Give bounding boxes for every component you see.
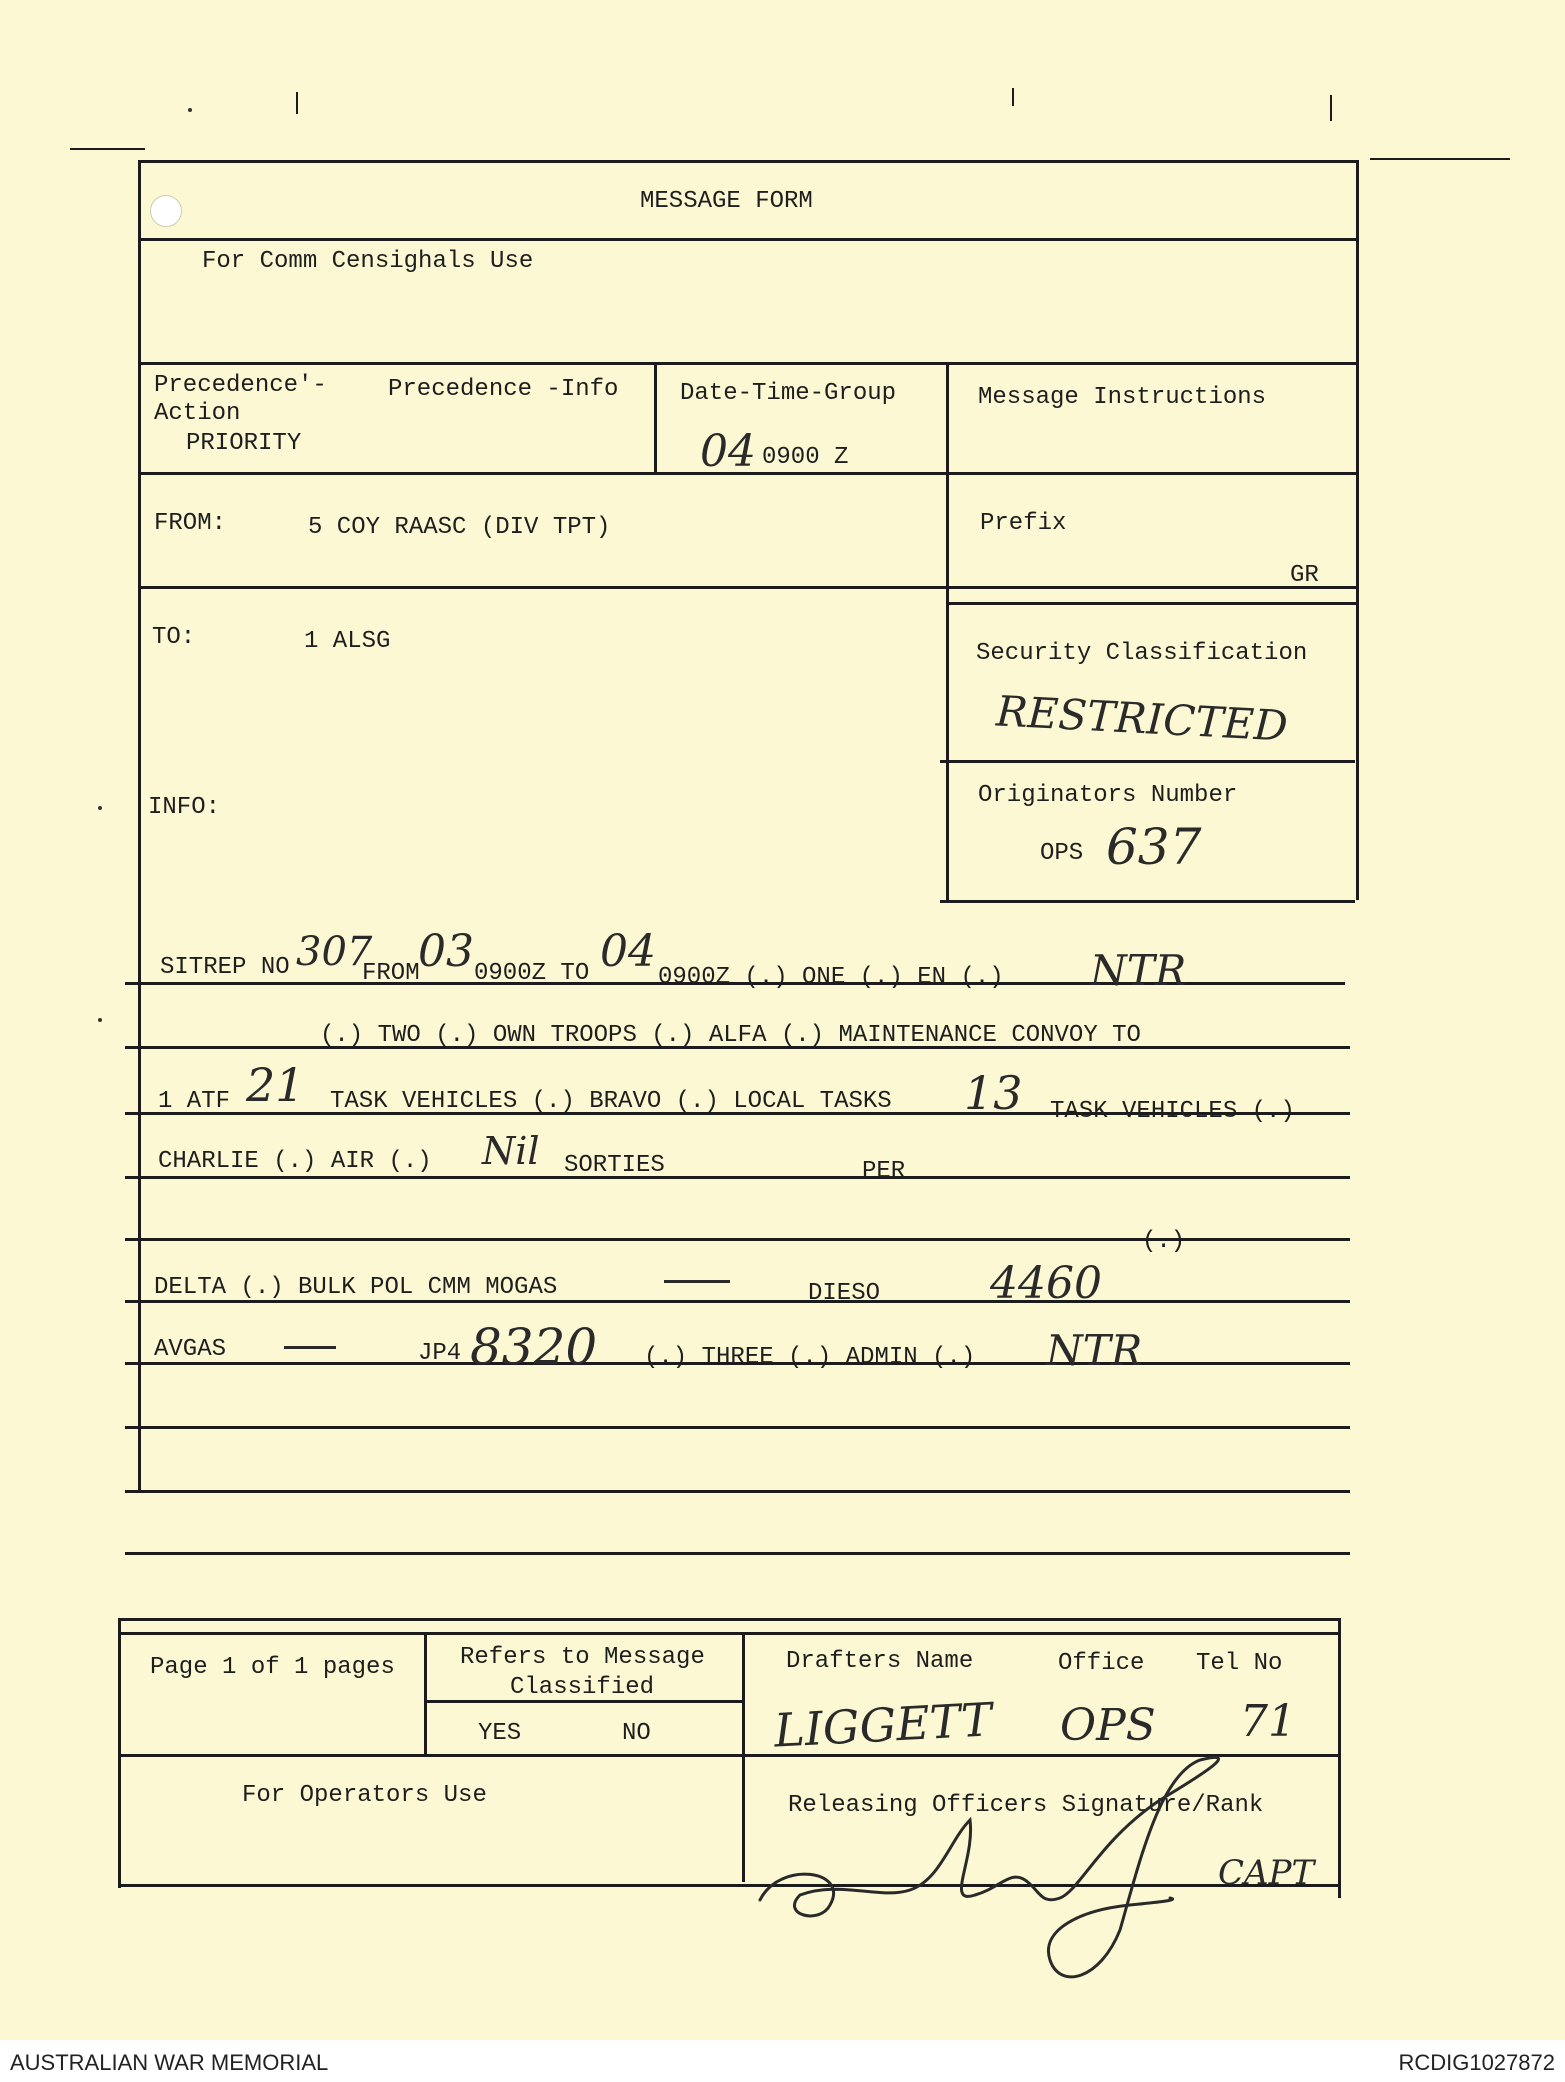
- stray-mark: [98, 1018, 102, 1022]
- body-text: 1 ATF: [158, 1088, 231, 1115]
- precedence-info-label: Precedence -Info: [388, 376, 619, 403]
- operators-use-label: For Operators Use: [242, 1782, 487, 1809]
- to-label: TO:: [152, 624, 196, 651]
- stray-mark: [296, 92, 298, 114]
- originators-prefix: OPS: [1040, 840, 1084, 867]
- rule: [138, 238, 1358, 241]
- frame-right: [1356, 160, 1359, 900]
- body-text: 0900Z TO: [474, 960, 590, 987]
- office-value: OPS: [1060, 1700, 1156, 1751]
- page-of-pages: Page 1 of 1 pages: [150, 1654, 395, 1681]
- comm-use-label: For Comm Censighals Use: [202, 248, 534, 275]
- body-text: (.) TWO (.) OWN TROOPS (.) ALFA (.) MAINTENANCE CONVOY TO: [320, 1022, 1141, 1049]
- rule: [946, 482, 949, 902]
- mogas-dash: [664, 1280, 730, 1283]
- tel-no-label: Tel No: [1196, 1650, 1283, 1677]
- jp4-value: 8320: [470, 1318, 598, 1376]
- body-rule: [125, 1176, 1350, 1179]
- rule: [654, 362, 657, 472]
- enemy-value: NTR: [1090, 946, 1187, 995]
- body-text: PER: [862, 1158, 906, 1185]
- archive-caption-left: AUSTRALIAN WAR MEMORIAL: [10, 2050, 329, 2075]
- stray-mark: [188, 108, 192, 112]
- drafter-name-value: LIGGETT: [772, 1692, 994, 1758]
- body-rule: [125, 1490, 1350, 1493]
- rule: [138, 586, 1358, 589]
- sitrep-number: 307: [296, 929, 373, 975]
- body-text: DIESO: [808, 1280, 881, 1307]
- refers-to-message-label: Refers to Message: [460, 1644, 705, 1671]
- prefix-label: Prefix: [980, 510, 1067, 537]
- stray-mark: [98, 806, 102, 810]
- dtg-value: 0900 Z: [762, 444, 849, 471]
- punch-hole: [150, 195, 182, 227]
- rule: [946, 602, 1356, 605]
- drafters-name-label: Drafters Name: [786, 1648, 974, 1675]
- body-rule: [118, 1618, 1340, 1621]
- stray-mark: [70, 148, 145, 150]
- frame-left: [138, 160, 141, 1490]
- refers-classified-label: Classified: [510, 1674, 655, 1701]
- body-rule: [125, 1552, 1350, 1555]
- footer-left: [118, 1618, 121, 1888]
- body-text: TASK VEHICLES (.): [1050, 1098, 1295, 1125]
- frame-top: [138, 160, 1358, 163]
- task-vehicles-count: 21: [246, 1058, 305, 1112]
- precedence-action-label-2: Action: [154, 400, 241, 427]
- body-text: (.) THREE (.) ADMIN (.): [644, 1344, 976, 1371]
- local-tasks-count: 13: [964, 1066, 1023, 1120]
- info-label: INFO:: [148, 794, 221, 821]
- body-text: FROM: [362, 960, 420, 987]
- prefix-value: GR: [1290, 562, 1319, 589]
- body-text: 0900Z (.) ONE (.) EN (.): [658, 964, 1004, 991]
- rule: [946, 362, 949, 482]
- footer-right: [1338, 1618, 1341, 1898]
- message-instructions-label: Message Instructions: [978, 384, 1267, 411]
- dtg-handwritten: 04: [700, 426, 756, 477]
- body-text: SORTIES: [564, 1152, 665, 1179]
- footer-rule: [118, 1632, 1340, 1635]
- no-option: NO: [622, 1720, 651, 1747]
- rule: [138, 362, 1358, 365]
- dtg-label: Date-Time-Group: [680, 380, 897, 407]
- signature: [740, 1730, 1240, 2000]
- rule: [940, 760, 1355, 763]
- security-classification-label: Security Classification: [976, 640, 1308, 667]
- body-text: TASK VEHICLES (.) BRAVO (.) LOCAL TASKS: [330, 1088, 892, 1115]
- sitrep-text: SITREP NO: [160, 954, 290, 981]
- air-sorties-value: Nil: [482, 1129, 540, 1173]
- stray-mark: [1370, 158, 1510, 160]
- stray-mark: [1012, 88, 1014, 106]
- rule: [940, 900, 1355, 903]
- rank-value: CAPT: [1218, 1853, 1315, 1893]
- from-value: 5 COY RAASC (DIV TPT): [308, 514, 611, 541]
- body-text: (.): [1142, 1228, 1186, 1255]
- footer-rule: [424, 1632, 427, 1754]
- form-title: MESSAGE FORM: [640, 188, 813, 215]
- body-text: CHARLIE (.) AIR (.): [158, 1148, 432, 1175]
- dieso-value: 4460: [990, 1258, 1102, 1309]
- releasing-officers-label: Releasing Officers Signature/Rank: [788, 1792, 1264, 1819]
- originators-number-label: Originators Number: [978, 782, 1238, 809]
- body-rule: [125, 1426, 1350, 1429]
- archive-caption-right: RCDIG1027872: [1398, 2050, 1555, 2075]
- tel-no-value: 71: [1240, 1696, 1296, 1747]
- precedence-action-label: Precedence'-: [154, 372, 327, 399]
- admin-value: NTR: [1046, 1326, 1143, 1375]
- to-day: 04: [600, 926, 656, 977]
- office-label: Office: [1058, 1650, 1145, 1677]
- yes-option: YES: [478, 1720, 522, 1747]
- avgas-dash: [284, 1346, 336, 1349]
- precedence-action-value: PRIORITY: [186, 430, 302, 457]
- from-day: 03: [418, 926, 474, 977]
- body-text: DELTA (.) BULK POL CMM MOGAS: [154, 1274, 558, 1301]
- security-classification-value: RESTRICTED: [994, 686, 1289, 751]
- originators-number-value: 637: [1106, 818, 1202, 876]
- from-label: FROM:: [154, 510, 227, 537]
- body-text: JP4: [418, 1340, 462, 1367]
- stray-mark: [1330, 95, 1332, 121]
- to-value: 1 ALSG: [304, 628, 391, 655]
- body-text: AVGAS: [154, 1336, 227, 1363]
